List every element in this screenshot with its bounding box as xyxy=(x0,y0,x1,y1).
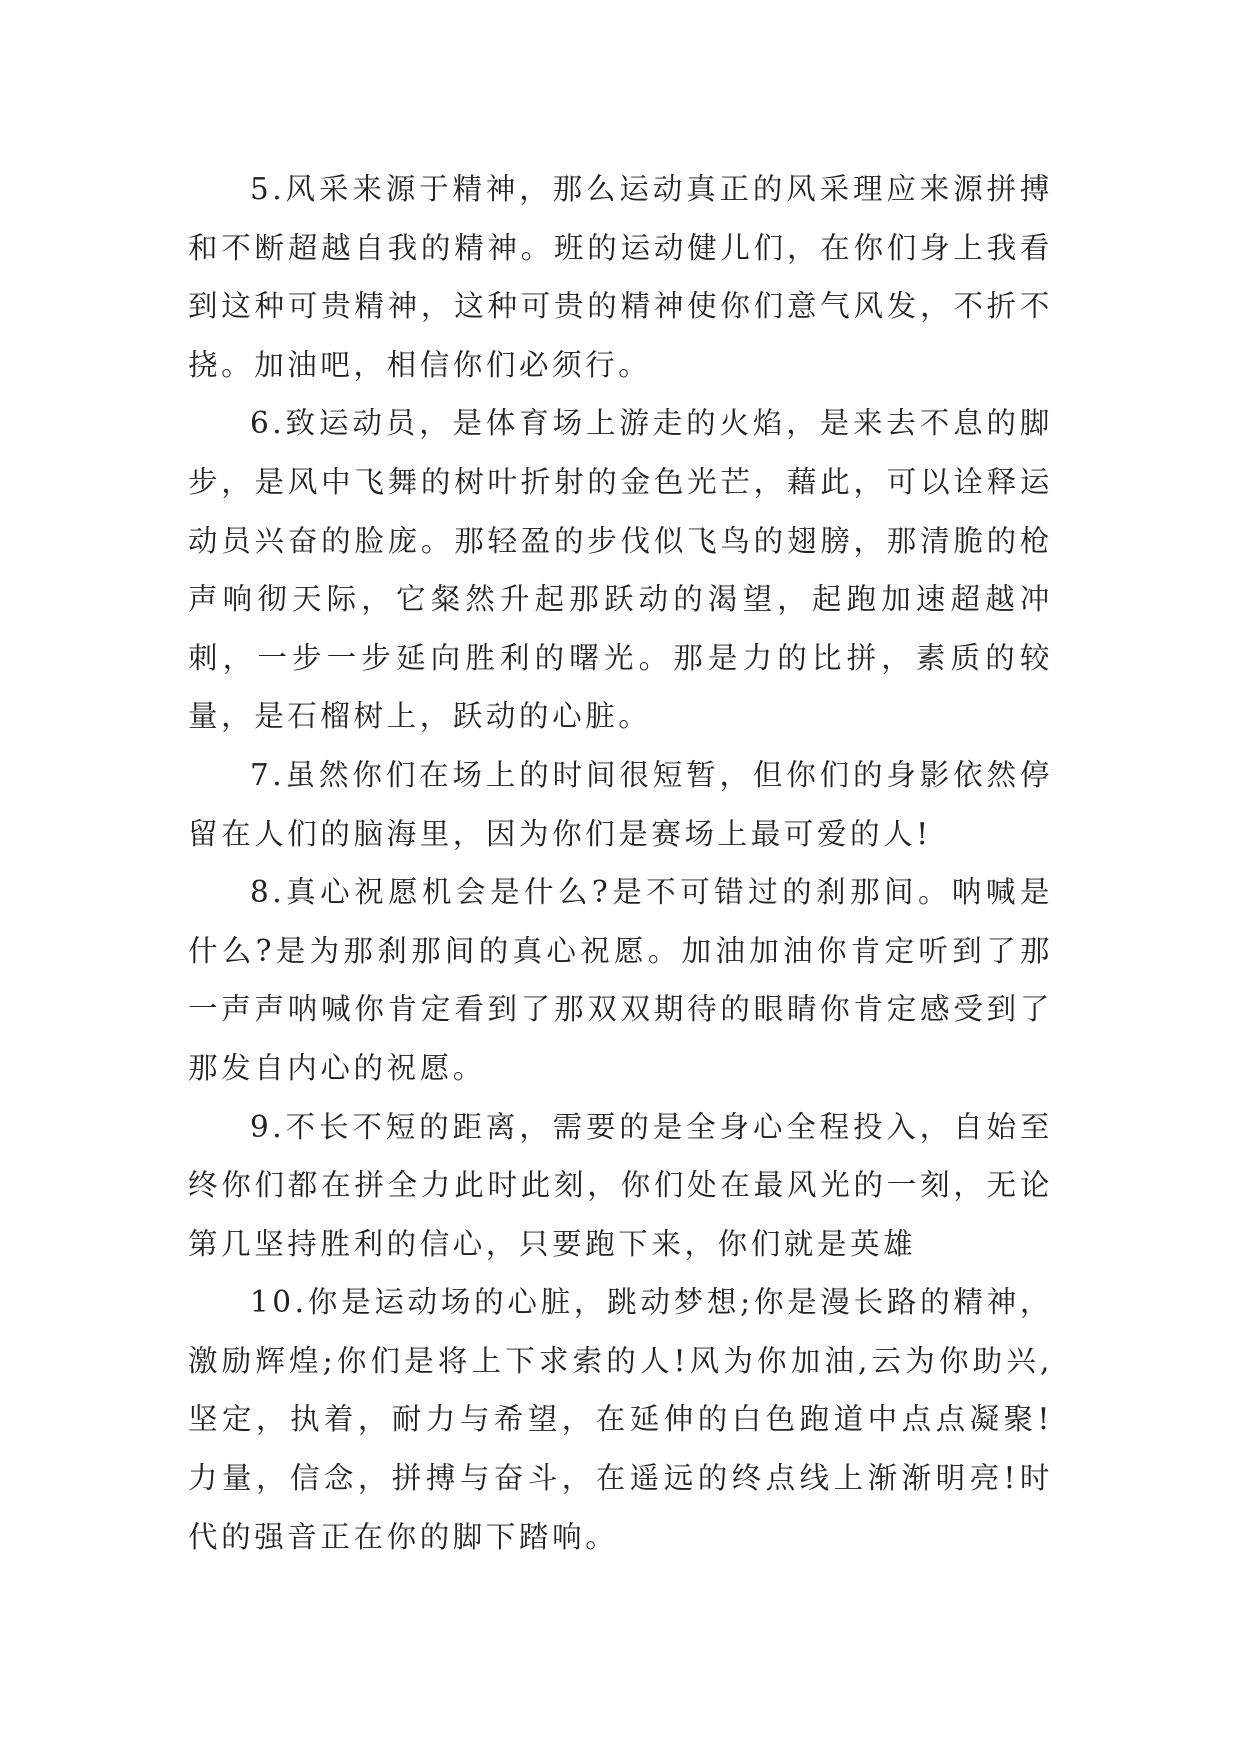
paragraph-8: 8.真心祝愿机会是什么?是不可错过的刹那间。呐喊是什么?是为那刹那间的真心祝愿。加油加油你肯定听到了那一声声呐喊你肯定看到了那双双期待的眼睛你肯定感受到了那发自内心的祝愿。 xyxy=(188,875,1053,1085)
paragraph-7: 7.虽然你们在场上的时间很短暂，但你们的身影依然停留在人们的脑海里，因为你们是赛场上最可爱的人! xyxy=(188,757,1053,851)
document-body xyxy=(188,160,1053,1566)
paragraph-6: 6.致运动员，是体育场上游走的火焰，是来去不息的脚步，是风中飞舞的树叶折射的金色光芒，藉此，可以诠释运动员兴奋的脸庞。那轻盈的步伐似飞鸟的翅膀，那清脆的枪声响彻天际，它粲然升起那跃动的渴望，起跑加速超越冲刺，一步一步延向胜利的曙光。那是力的比拼，素质的较量，是石榴树上，跃动的心脏。 xyxy=(188,406,1053,734)
paragraph-10: 10.你是运动场的心脏，跳动梦想;你是漫长路的精神，激励辉煌;你们是将上下求索的人!风为你加油,云为你助兴,坚定，执着，耐力与希望，在延伸的白色跑道中点点凝聚!力量，信念，拼搏与奋斗，在遥远的终点线上渐渐明亮!时代的强音正在你的脚下踏响。 xyxy=(188,1285,1053,1554)
paragraph-5: 5.风采来源于精神，那么运动真正的风采理应来源拼搏和不断超越自我的精神。班的运动健儿们，在你们身上我看到这种可贵精神，这种可贵的精神使你们意气风发，不折不挠。加油吧，相信你们必须行。 xyxy=(188,172,1053,382)
paragraph-9: 9.不长不短的距离，需要的是全身心全程投入，自始至终你们都在拼全力此时此刻，你们处在最风光的一刻，无论第几坚持胜利的信心，只要跑下来，你们就是英雄 xyxy=(188,1109,1053,1261)
